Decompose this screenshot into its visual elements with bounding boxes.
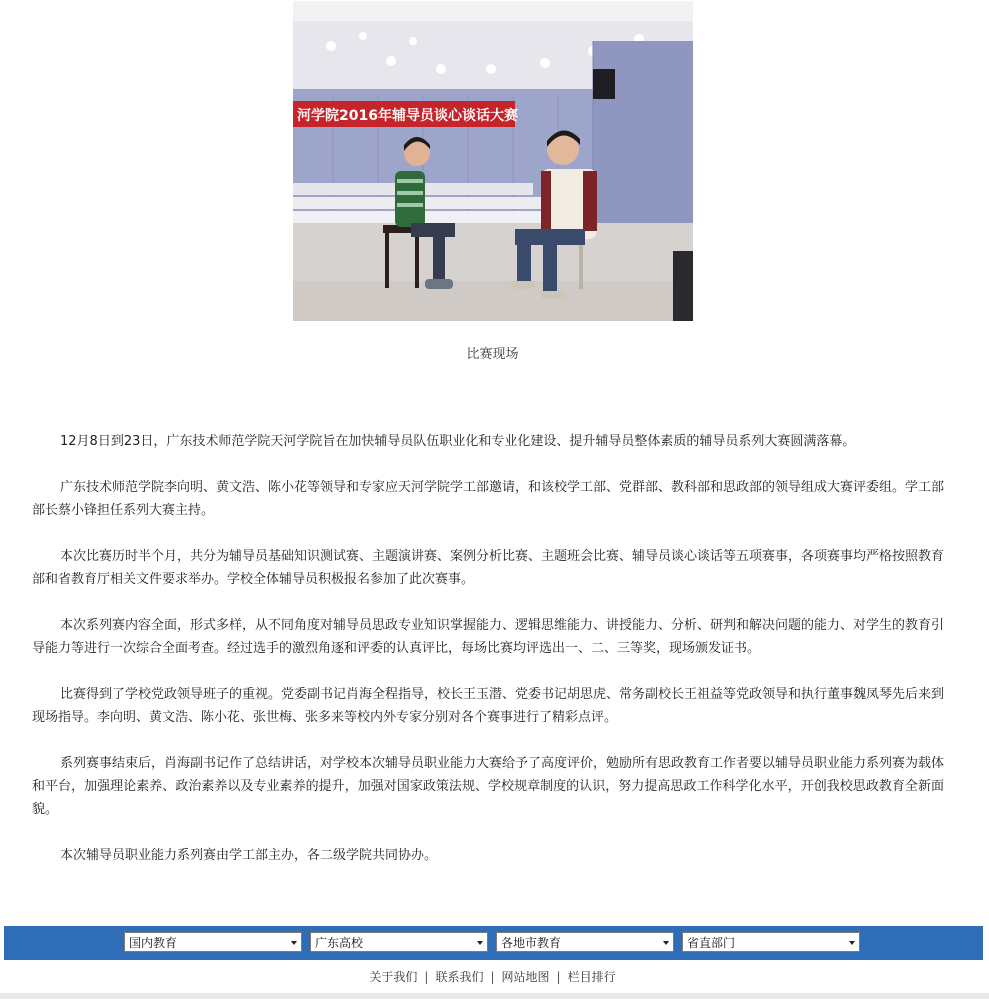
link-contact-us[interactable]: 联系我们 bbox=[435, 970, 484, 984]
select-city-education[interactable] bbox=[496, 932, 674, 952]
link-separator: | bbox=[424, 970, 429, 984]
footer-link-bar bbox=[4, 926, 983, 960]
select-provincial-departments[interactable] bbox=[682, 932, 860, 952]
article-paragraph: 本次辅导员职业能力系列赛由学工部主办，各二级学院共同协办。 bbox=[60, 848, 438, 863]
article-paragraph: 本次系列赛内容全面，形式多样，从不同角度对辅导员思政专业知识掌握能力、逻辑思维能力、讲授能力、分析、研判和解决问题的能力、对学生的教育引导能力等进行一次综合全面考查。经过选手的激烈角逐和评委的认真评比，每场比赛均评选出一、二、三等奖，现场颁发证书。 bbox=[32, 618, 945, 656]
bottom-divider bbox=[0, 993, 989, 999]
article-paragraph: 比赛得到了学校党政领导班子的重视。党委副书记肖海全程指导，校长王玉潜、党委书记胡思虎、常务副校长王祖益等党政领导和执行董事魏凤琴先后来到现场指导。李向明、黄文浩、陈小花、张世梅、张多来等校内外专家分别对各个赛事进行了精彩点评。 bbox=[32, 687, 945, 725]
select-value: 各地市教育 bbox=[501, 936, 562, 950]
photo-caption: 比赛现场 bbox=[466, 347, 519, 362]
link-site-map[interactable]: 网站地图 bbox=[501, 970, 550, 984]
dropdown-arrow-icon bbox=[291, 941, 297, 945]
select-value: 广东高校 bbox=[315, 936, 364, 950]
footer-links bbox=[0, 968, 985, 985]
article-paragraph: 12月8日到23日，广东技术师范学院天河学院旨在加快辅导员队伍职业化和专业化建设、提升辅导员整体素质的辅导员系列大赛圆满落幕。 bbox=[60, 434, 856, 449]
contest-photo-illustration bbox=[293, 1, 693, 321]
contest-photo bbox=[293, 1, 693, 321]
dropdown-arrow-icon bbox=[849, 941, 855, 945]
article-body bbox=[32, 430, 944, 890]
article-paragraph: 系列赛事结束后，肖海副书记作了总结讲话，对学校本次辅导员职业能力大赛给予了高度评价，勉励所有思政教育工作者要以辅导员职业能力系列赛为载体和平台，加强理论素养、政治素养以及专业素养的提升，加强对国家政策法规、学校规章制度的认识，努力提高思政工作科学化水平，开创我校思政教育全新面貌。 bbox=[32, 756, 945, 817]
select-value: 国内教育 bbox=[129, 936, 178, 950]
article-paragraph: 本次比赛历时半个月，共分为辅导员基础知识测试赛、主题演讲赛、案例分析比赛、主题班会比赛、辅导员谈心谈话等五项赛事，各项赛事均严格按照教育部和省教育厅相关文件要求举办。学校全体辅导员积极报名参加了此次赛事。 bbox=[32, 549, 945, 587]
select-value: 省直部门 bbox=[687, 936, 736, 950]
link-column-ranking[interactable]: 栏目排行 bbox=[567, 970, 616, 984]
dropdown-arrow-icon bbox=[477, 941, 483, 945]
dropdown-arrow-icon bbox=[663, 941, 669, 945]
banner-text: 河学院2016年辅导员谈心谈话大赛 bbox=[297, 108, 518, 124]
link-about-us[interactable]: 关于我们 bbox=[369, 970, 418, 984]
link-separator: | bbox=[556, 970, 561, 984]
article-paragraph: 广东技术师范学院李向明、黄文浩、陈小花等领导和专家应天河学院学工部邀请，和该校学工部、党群部、教科部和思政部的领导组成大赛评委组。学工部部长蔡小锋担任系列大赛主持。 bbox=[32, 480, 945, 518]
select-domestic-education[interactable] bbox=[124, 932, 302, 952]
link-separator: | bbox=[490, 970, 495, 984]
select-guangdong-universities[interactable] bbox=[310, 932, 488, 952]
